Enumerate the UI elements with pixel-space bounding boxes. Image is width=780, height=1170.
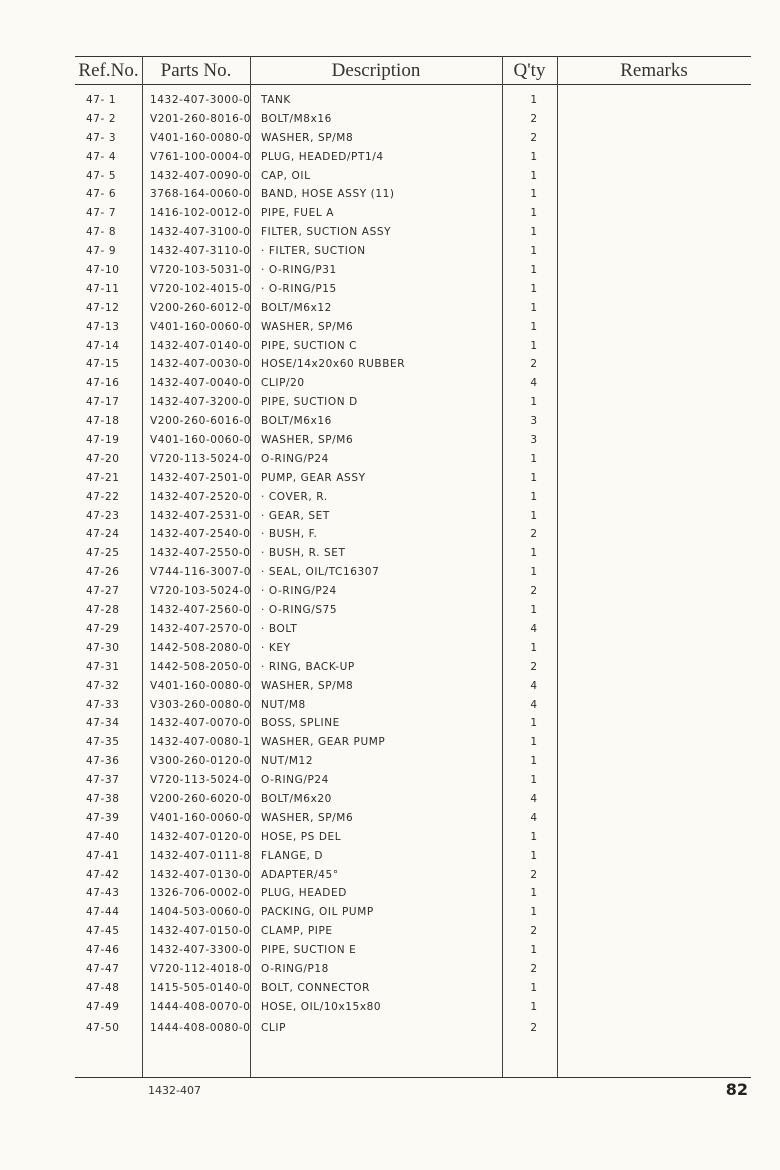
description-cell: BOLT, CONNECTOR [261, 981, 371, 994]
part-no-cell: 1432-407-2570-0 [150, 622, 251, 635]
ref-no-cell: 47-20 [86, 452, 120, 465]
table-row [0, 355, 780, 374]
table-row [0, 620, 780, 639]
ref-no-cell: 47-12 [86, 301, 120, 314]
qty-cell: 1 [530, 150, 538, 163]
part-no-cell: 1416-102-0012-0 [150, 207, 251, 220]
part-no-cell: V744-116-3007-0 [150, 566, 252, 579]
qty-cell: 1 [530, 301, 538, 314]
part-no-cell: V720-112-4018-0 [150, 962, 252, 975]
qty-cell: 1 [530, 452, 538, 465]
table-row [0, 941, 780, 960]
part-no-cell: V401-160-0060-0 [150, 811, 252, 824]
part-no-cell: 1442-508-2080-0 [150, 641, 251, 654]
table-top-rule [75, 56, 751, 57]
ref-no-cell: 47- 7 [86, 207, 117, 220]
footer-model-code: 1432-407 [148, 1084, 201, 1097]
part-no-cell: V201-260-8016-0 [150, 112, 252, 125]
ref-no-cell: 47-14 [86, 339, 120, 352]
qty-cell: 1 [530, 94, 538, 106]
part-no-cell: 1432-407-0111-8 [150, 849, 251, 862]
table-row [0, 696, 780, 715]
page-number: 82 [725, 1080, 748, 1099]
table-row [0, 771, 780, 790]
qty-cell: 1 [530, 509, 538, 522]
description-cell: NUT/M12 [261, 755, 314, 768]
qty-cell: 2 [530, 925, 538, 938]
table-row [0, 601, 780, 620]
table-row [0, 525, 780, 544]
description-cell: · O-RING/S75 [261, 604, 338, 617]
description-cell: · BUSH, F. [261, 528, 318, 541]
description-cell: PIPE, FUEL A [261, 207, 334, 220]
table-row [0, 809, 780, 828]
ref-no-cell: 47- 4 [86, 150, 117, 163]
table-row [0, 223, 780, 242]
ref-no-cell: 47-41 [86, 849, 120, 862]
part-no-cell: 1444-408-0080-0 [150, 1021, 251, 1034]
description-cell: · COVER, R. [261, 490, 328, 503]
ref-no-cell: 47-33 [86, 698, 120, 711]
table-row [0, 148, 780, 167]
table-row [0, 450, 780, 469]
part-no-cell: 1432-407-3110-0 [150, 245, 251, 258]
qty-cell: 1 [530, 566, 538, 579]
ref-no-cell: 47-13 [86, 320, 120, 333]
qty-cell: 1 [530, 245, 538, 258]
table-row [0, 639, 780, 658]
qty-cell: 4 [530, 792, 538, 805]
qty-cell: 1 [530, 604, 538, 617]
qty-cell: 1 [530, 207, 538, 220]
qty-cell: 1 [530, 887, 538, 900]
table-row [0, 393, 780, 412]
table-row [0, 658, 780, 677]
part-no-cell: 1404-503-0060-0 [150, 906, 251, 919]
ref-no-cell: 47-15 [86, 358, 120, 371]
qty-cell: 1 [530, 169, 538, 182]
table-row [0, 714, 780, 733]
ref-no-cell: 47-45 [86, 925, 120, 938]
description-cell: HOSE, PS DEL [261, 830, 342, 843]
description-cell: FILTER, SUCTION ASSY [261, 226, 392, 239]
description-cell: PIPE, SUCTION E [261, 944, 357, 957]
parts-table-body [0, 91, 780, 1038]
part-no-cell: V200-260-6020-0 [150, 792, 252, 805]
description-cell: BOLT/M6x16 [261, 415, 332, 428]
ref-no-cell: 47-22 [86, 490, 120, 503]
ref-no-cell: 47- 1 [86, 94, 117, 106]
qty-cell: 1 [530, 471, 538, 484]
part-no-cell: 1432-407-0090-0 [150, 169, 251, 182]
ref-no-cell: 47-36 [86, 755, 120, 768]
part-no-cell: 1444-408-0070-0 [150, 1000, 251, 1013]
ref-no-cell: 47- 2 [86, 112, 117, 125]
ref-no-cell: 47-11 [86, 282, 120, 295]
part-no-cell: V720-103-5031-0 [150, 264, 252, 277]
ref-no-cell: 47-42 [86, 868, 120, 881]
qty-cell: 2 [530, 660, 538, 673]
description-cell: WASHER, GEAR PUMP [261, 736, 386, 749]
qty-cell: 2 [530, 528, 538, 541]
table-row [0, 922, 780, 941]
header-ref-no: Ref.No. [78, 60, 139, 81]
ref-no-cell: 47-48 [86, 981, 120, 994]
part-no-cell: V720-113-5024-0 [150, 452, 252, 465]
ref-no-cell: 47- 3 [86, 131, 117, 144]
part-no-cell: 1432-407-0040-0 [150, 377, 251, 390]
qty-cell: 4 [530, 811, 538, 824]
qty-cell: 1 [530, 774, 538, 787]
table-bottom-rule [75, 1077, 751, 1078]
table-row [0, 91, 780, 110]
ref-no-cell: 47-39 [86, 811, 120, 824]
qty-cell: 1 [530, 490, 538, 503]
table-row [0, 903, 780, 922]
table-row [0, 677, 780, 696]
table-row [0, 733, 780, 752]
description-cell: · RING, BACK-UP [261, 660, 355, 673]
table-row [0, 488, 780, 507]
qty-cell: 1 [530, 717, 538, 730]
qty-cell: 4 [530, 377, 538, 390]
qty-cell: 3 [530, 415, 538, 428]
description-cell: · BUSH, R. SET [261, 547, 346, 560]
part-no-cell: 1432-407-3200-0 [150, 396, 251, 409]
description-cell: · O-RING/P31 [261, 264, 337, 277]
part-no-cell: 1432-407-2531-0 [150, 509, 251, 522]
table-row [0, 374, 780, 393]
part-no-cell: V720-103-5024-0 [150, 585, 252, 598]
table-row [0, 866, 780, 885]
ref-no-cell: 47- 6 [86, 188, 117, 201]
qty-cell: 1 [530, 188, 538, 201]
part-no-cell: 1432-407-2540-0 [150, 528, 251, 541]
part-no-cell: 1432-407-0080-1 [150, 736, 251, 749]
ref-no-cell: 47-35 [86, 736, 120, 749]
part-no-cell: V300-260-0120-0 [150, 755, 252, 768]
part-no-cell: 1326-706-0002-0 [150, 887, 251, 900]
table-row [0, 129, 780, 148]
part-no-cell: V720-113-5024-0 [150, 774, 252, 787]
table-row [0, 261, 780, 280]
table-row [0, 280, 780, 299]
description-cell: ADAPTER/45° [261, 868, 339, 881]
qty-cell: 2 [530, 1021, 538, 1034]
qty-cell: 2 [530, 962, 538, 975]
description-cell: NUT/M8 [261, 698, 306, 711]
table-row [0, 1019, 780, 1038]
description-cell: CLIP [261, 1021, 287, 1034]
description-cell: BOSS, SPLINE [261, 717, 340, 730]
ref-no-cell: 47-29 [86, 622, 120, 635]
ref-no-cell: 47-25 [86, 547, 120, 560]
table-row [0, 884, 780, 903]
description-cell: WASHER, SP/M8 [261, 131, 354, 144]
description-cell: · FILTER, SUCTION [261, 245, 366, 258]
description-cell: CAP, OIL [261, 169, 311, 182]
ref-no-cell: 47- 8 [86, 226, 117, 239]
part-no-cell: V761-100-0004-0 [150, 150, 252, 163]
ref-no-cell: 47-31 [86, 660, 120, 673]
qty-cell: 1 [530, 849, 538, 862]
description-cell: WASHER, SP/M6 [261, 434, 354, 447]
qty-cell: 2 [530, 131, 538, 144]
table-row [0, 828, 780, 847]
part-no-cell: 1432-407-0120-0 [150, 830, 251, 843]
description-cell: WASHER, SP/M6 [261, 811, 354, 824]
ref-no-cell: 47-27 [86, 585, 120, 598]
ref-no-cell: 47-47 [86, 962, 120, 975]
part-no-cell: 1415-505-0140-0 [150, 981, 251, 994]
part-no-cell: V200-260-6012-0 [150, 301, 252, 314]
ref-no-cell: 47-18 [86, 415, 120, 428]
table-row [0, 507, 780, 526]
header-description: Description [331, 60, 421, 81]
table-row [0, 318, 780, 337]
header-bottom-rule [75, 84, 751, 85]
description-cell: O-RING/P24 [261, 774, 329, 787]
description-cell: O-RING/P24 [261, 452, 329, 465]
table-row [0, 847, 780, 866]
qty-cell: 1 [530, 1000, 538, 1013]
part-no-cell: 1432-407-0140-0 [150, 339, 251, 352]
description-cell: · GEAR, SET [261, 509, 330, 522]
description-cell: · SEAL, OIL/TC16307 [261, 566, 380, 579]
table-row [0, 412, 780, 431]
qty-cell: 1 [530, 830, 538, 843]
description-cell: HOSE, OIL/10x15x80 [261, 1000, 382, 1013]
ref-no-cell: 47-43 [86, 887, 120, 900]
ref-no-cell: 47-49 [86, 1000, 120, 1013]
description-cell: CLAMP, PIPE [261, 925, 333, 938]
part-no-cell: V401-160-0080-0 [150, 131, 252, 144]
ref-no-cell: 47-50 [86, 1021, 120, 1034]
description-cell: BOLT/M6x12 [261, 301, 332, 314]
ref-no-cell: 47-32 [86, 679, 120, 692]
table-row [0, 582, 780, 601]
qty-cell: 1 [530, 944, 538, 957]
qty-cell: 1 [530, 320, 538, 333]
part-no-cell: V200-260-6016-0 [150, 415, 252, 428]
ref-no-cell: 47-37 [86, 774, 120, 787]
header-qty: Q'ty [513, 60, 546, 81]
qty-cell: 1 [530, 981, 538, 994]
part-no-cell: 1432-407-3100-0 [150, 226, 251, 239]
ref-no-cell: 47-19 [86, 434, 120, 447]
part-no-cell: 1432-407-2520-0 [150, 490, 251, 503]
table-row [0, 790, 780, 809]
table-row [0, 337, 780, 356]
description-cell: · BOLT [261, 622, 298, 635]
description-cell: TANK [261, 94, 291, 106]
table-row [0, 998, 780, 1017]
ref-no-cell: 47- 9 [86, 245, 117, 258]
description-cell: · KEY [261, 641, 291, 654]
part-no-cell: 1432-407-2550-0 [150, 547, 251, 560]
qty-cell: 1 [530, 339, 538, 352]
table-row [0, 242, 780, 261]
ref-no-cell: 47-34 [86, 717, 120, 730]
ref-no-cell: 47-16 [86, 377, 120, 390]
qty-cell: 2 [530, 585, 538, 598]
ref-no-cell: 47-21 [86, 471, 120, 484]
ref-no-cell: 47-28 [86, 604, 120, 617]
part-no-cell: 1432-407-0150-0 [150, 925, 251, 938]
qty-cell: 2 [530, 358, 538, 371]
qty-cell: 1 [530, 906, 538, 919]
qty-cell: 1 [530, 226, 538, 239]
table-row [0, 544, 780, 563]
description-cell: PACKING, OIL PUMP [261, 906, 374, 919]
part-no-cell: 1442-508-2050-0 [150, 660, 251, 673]
description-cell: WASHER, SP/M8 [261, 679, 354, 692]
description-cell: PLUG, HEADED/PT1/4 [261, 150, 384, 163]
description-cell: O-RING/P18 [261, 962, 329, 975]
qty-cell: 4 [530, 698, 538, 711]
part-no-cell: 1432-407-3000-0 [150, 94, 251, 106]
part-no-cell: V720-102-4015-0 [150, 282, 252, 295]
description-cell: WASHER, SP/M6 [261, 320, 354, 333]
part-no-cell: 1432-407-3300-0 [150, 944, 251, 957]
qty-cell: 1 [530, 641, 538, 654]
description-cell: PLUG, HEADED [261, 887, 347, 900]
description-cell: BOLT/M8x16 [261, 112, 332, 125]
table-row [0, 299, 780, 318]
part-no-cell: 1432-407-2560-0 [150, 604, 251, 617]
ref-no-cell: 47-38 [86, 792, 120, 805]
description-cell: HOSE/14x20x60 RUBBER [261, 358, 406, 371]
table-row [0, 960, 780, 979]
header-remarks: Remarks [620, 60, 688, 81]
description-cell: CLIP/20 [261, 377, 305, 390]
part-no-cell: V401-160-0060-0 [150, 434, 252, 447]
description-cell: BAND, HOSE ASSY (11) [261, 188, 395, 201]
header-parts-no: Parts No. [160, 60, 232, 81]
table-row [0, 167, 780, 186]
qty-cell: 2 [530, 112, 538, 125]
qty-cell: 1 [530, 736, 538, 749]
ref-no-cell: 47- 5 [86, 169, 117, 182]
part-no-cell: 1432-407-0070-0 [150, 717, 251, 730]
description-cell: · O-RING/P24 [261, 585, 337, 598]
description-cell: PUMP, GEAR ASSY [261, 471, 366, 484]
part-no-cell: V401-160-0060-0 [150, 320, 252, 333]
part-no-cell: V303-260-0080-0 [150, 698, 252, 711]
table-row [0, 204, 780, 223]
ref-no-cell: 47-24 [86, 528, 120, 541]
part-no-cell: 1432-407-0030-0 [150, 358, 251, 371]
table-row [0, 563, 780, 582]
part-no-cell: 1432-407-2501-0 [150, 471, 251, 484]
ref-no-cell: 47-40 [86, 830, 120, 843]
qty-cell: 4 [530, 679, 538, 692]
part-no-cell: V401-160-0080-0 [150, 679, 252, 692]
ref-no-cell: 47-26 [86, 566, 120, 579]
qty-cell: 1 [530, 282, 538, 295]
ref-no-cell: 47-46 [86, 944, 120, 957]
qty-cell: 3 [530, 434, 538, 447]
ref-no-cell: 47-10 [86, 264, 120, 277]
table-row [0, 431, 780, 450]
description-cell: · O-RING/P15 [261, 282, 337, 295]
ref-no-cell: 47-23 [86, 509, 120, 522]
qty-cell: 4 [530, 622, 538, 635]
table-row [0, 979, 780, 998]
table-row [0, 469, 780, 488]
description-cell: FLANGE, D [261, 849, 324, 862]
qty-cell: 1 [530, 264, 538, 277]
table-row [0, 110, 780, 129]
table-row [0, 752, 780, 771]
ref-no-cell: 47-17 [86, 396, 120, 409]
ref-no-cell: 47-30 [86, 641, 120, 654]
part-no-cell: 1432-407-0130-0 [150, 868, 251, 881]
qty-cell: 1 [530, 755, 538, 768]
description-cell: PIPE, SUCTION C [261, 339, 358, 352]
part-no-cell: 3768-164-0060-0 [150, 188, 251, 201]
qty-cell: 2 [530, 868, 538, 881]
table-row [0, 185, 780, 204]
description-cell: PIPE, SUCTION D [261, 396, 358, 409]
ref-no-cell: 47-44 [86, 906, 120, 919]
qty-cell: 1 [530, 547, 538, 560]
qty-cell: 1 [530, 396, 538, 409]
description-cell: BOLT/M6x20 [261, 792, 332, 805]
